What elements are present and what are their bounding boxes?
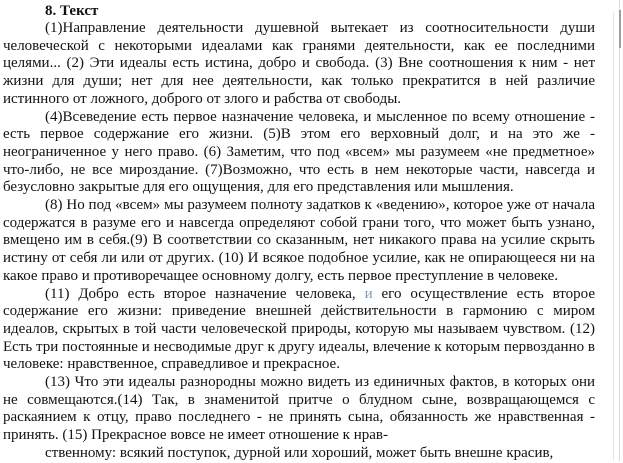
paragraph-4 bbox=[3, 286, 595, 375]
scrollbar-thumb[interactable] bbox=[619, 10, 621, 48]
paragraph-4-text-after: его осуществление есть второе содержание его жизни: приведение внешней действительности в гармонию с миром идеалов, скрытых в той части человеческой природы, которую мы называем чувством. (12) Есть три постоянные и несводимые друг к другу идеалы, влечение к которым первозданно в человеке: нравственное, справедливое и прекрасное. bbox=[3, 285, 595, 373]
document-page bbox=[3, 2, 595, 463]
section-heading: 8. Текст bbox=[45, 3, 99, 19]
paragraph-1: (1)Направление деятельности душевной вытекает из соотносительности души человеческой с некоторыми идеалами как гранями деятельности, как ее последними целями... (2) Эти идеалы есть истина, добро и свобода. (3) Вне соотношения к ним - нет жизни для души; нет для нее деятельности, как только прекратится в ней различие истинного от ложного, доброго от злого и рабства от свободы. bbox=[3, 20, 595, 107]
highlighted-conjunction: и bbox=[364, 285, 373, 302]
paragraph-2: (4)Всеведение есть первое назначение человека, и мысленное по всему отношение - есть первое содержание его жизни. (5)В этом его верховный долг, и на это же - неограниченное у него право. (6) Заметим, что под «всем» мы разумеем «не предметное» что-либо, не все мироздание. (7)Возможно, что есть в нем некоторые части, навсегда и безусловно закрытые для его ощущения, для его представления или мышления. bbox=[3, 108, 595, 196]
page-edge-line bbox=[613, 12, 614, 461]
paragraph-3: (8) Но под «всем» мы разумеем полноту задатков к «ведению», которое уже от начала содержатся в разуме его и навсегда определяют собой грани того, что может быть узнано, вмещено им в себя.(9) В соответствии со сказанным, нет никакого права на усилие скрыть истину от себя ли или от других. (10) И всякое подобное усилие, как не опирающееся ни на какое право и противоречащее основному долгу, есть первое преступление в человеке. bbox=[3, 197, 595, 284]
paragraph-4-text-before: (11) Добро есть второе назначение человека, bbox=[45, 285, 365, 302]
scrollbar-track[interactable] bbox=[619, 0, 620, 461]
paragraph-5: (13) Что эти идеалы разнородны можно видеть из единичных фактов, в которых они не совмещаются.(14) Так, в знаменитой притче о блудном сыне, возвращающемся с раскаянием к отцу, право последнего - не принять сына, обязанность же нравственная - принять. (15) Прекрасное вовсе не имеет отношение к нрав- bbox=[3, 374, 595, 444]
paragraph-6: ственному: всякий поступок, дурной или хороший, может быть внешне красив, bbox=[45, 444, 554, 461]
